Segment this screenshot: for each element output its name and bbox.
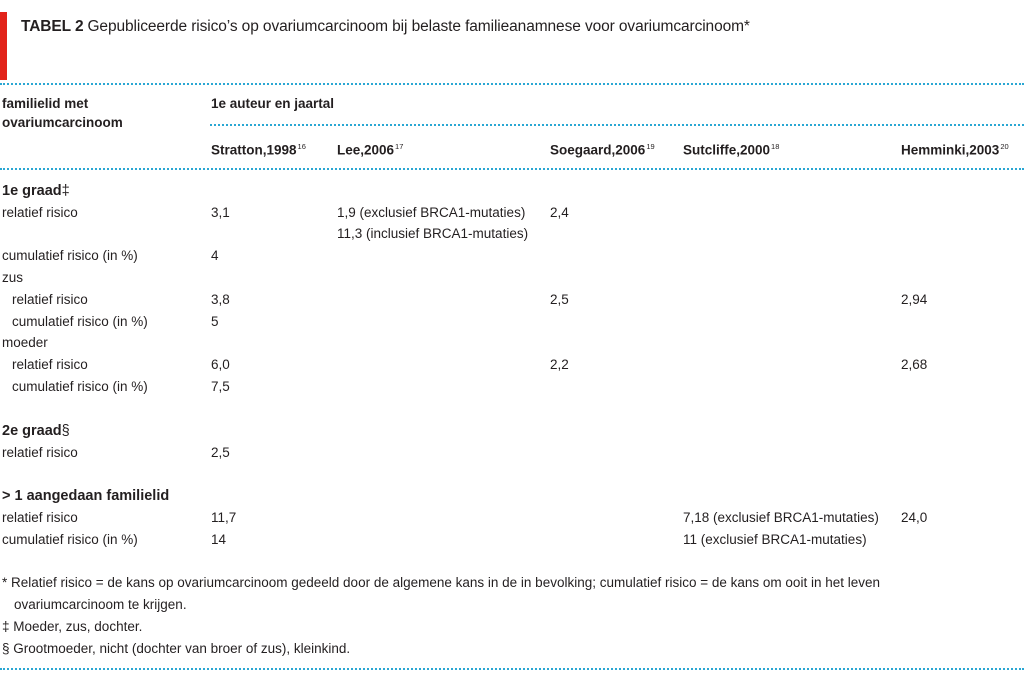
cell-sutcliffe: 11 (exclusief BRCA1-mutaties): [683, 532, 867, 547]
footnote-double-dagger: ‡ Moeder, zus, dochter.: [2, 619, 143, 634]
header-bottom-rule: [0, 168, 1024, 170]
double-dagger-symbol: ‡: [61, 183, 70, 199]
table-title: [21, 18, 750, 36]
cell-lee: 1,9 (exclusief BRCA1-mutaties): [337, 205, 526, 220]
row-label: cumulatief risico (in %): [12, 379, 148, 394]
cell-soegaard: 2,2: [550, 357, 569, 372]
cell-lee: 11,3 (inclusief BRCA1-mutaties): [337, 226, 529, 241]
row-label: relatief risico: [2, 510, 78, 525]
title-accent-bar: [0, 12, 7, 80]
footnote-asterisk-line2: ovariumcarcinoom te krijgen.: [14, 597, 187, 612]
cell-stratton: 11,7: [211, 510, 237, 525]
ref-sutcliffe: 18: [771, 142, 780, 151]
footnote-asterisk-line1: * Relatief risico = de kans op ovariumcarcinoom gedeeld door de algemene kans in de in bevolking; cumulatief risico = de kans om ooit in het leven: [2, 575, 880, 590]
cell-sutcliffe: 7,18 (exclusief BRCA1-mutaties): [683, 510, 879, 525]
cell-stratton: 4: [211, 248, 219, 263]
header-col0-line2: ovariumcarcinoom: [2, 115, 123, 130]
header-author-group: 1e auteur en jaartal: [211, 96, 335, 111]
cell-stratton: 3,8: [211, 292, 230, 307]
table-title-bar: [0, 12, 1024, 80]
ref-lee: 17: [395, 142, 404, 151]
cell-hemminki: 24,0: [901, 510, 928, 525]
ref-stratton: 16: [297, 142, 306, 151]
top-rule: [0, 83, 1024, 85]
header-author-lee: Lee,2006$^{17}$: [337, 142, 404, 158]
section-second-degree: 2e graad§: [2, 423, 70, 439]
header-author-hemminki: Hemminki,2003$^{20}$: [901, 142, 1009, 158]
subgroup-label-moeder: moeder: [2, 335, 48, 350]
row-label: relatief risico: [2, 445, 78, 460]
header-author-stratton: Stratton,1998$^{16}$: [211, 142, 306, 158]
row-label: cumulatief risico (in %): [12, 314, 148, 329]
row-label: cumulatief risico (in %): [2, 532, 138, 547]
section-symbol: §: [61, 423, 70, 439]
cell-stratton: 7,5: [211, 379, 230, 394]
row-label: relatief risico: [12, 357, 88, 372]
header-author-sutcliffe: Sutcliffe,2000$^{18}$: [683, 142, 780, 158]
row-label: relatief risico: [2, 205, 78, 220]
cell-stratton: 14: [211, 532, 227, 547]
header-group-rule: [210, 124, 1024, 126]
cell-stratton: 6,0: [211, 357, 230, 372]
cell-stratton: 5: [211, 314, 219, 329]
cell-hemminki: 2,94: [901, 292, 928, 307]
footnote-section: § Grootmoeder, nicht (dochter van broer of zus), kleinkind.: [2, 641, 351, 656]
row-label: relatief risico: [12, 292, 88, 307]
bottom-rule: [0, 668, 1024, 670]
header-author-soegaard: Soegaard,2006$^{19}$: [550, 142, 655, 158]
cell-hemminki: 2,68: [901, 357, 928, 372]
ref-soegaard: 19: [646, 142, 655, 151]
subgroup-label-zus: zus: [2, 270, 24, 285]
cell-soegaard: 2,4: [550, 205, 569, 220]
cell-stratton: 3,1: [211, 205, 230, 220]
ref-hemminki: 20: [1000, 142, 1009, 151]
table-caption: Gepubliceerde risico’s op ovariumcarcinoom bij belaste familieanamnese voor ovariumcarcinoom*: [87, 18, 750, 35]
section-first-degree: 1e graad‡: [2, 183, 70, 199]
row-label: cumulatief risico (in %): [2, 248, 138, 263]
header-col0-line1: familielid met: [2, 96, 89, 111]
table-number: TABEL 2: [21, 18, 84, 35]
cell-soegaard: 2,5: [550, 292, 569, 307]
cell-stratton: 2,5: [211, 445, 230, 460]
section-multiple-affected: > 1 aangedaan familielid: [2, 488, 170, 504]
